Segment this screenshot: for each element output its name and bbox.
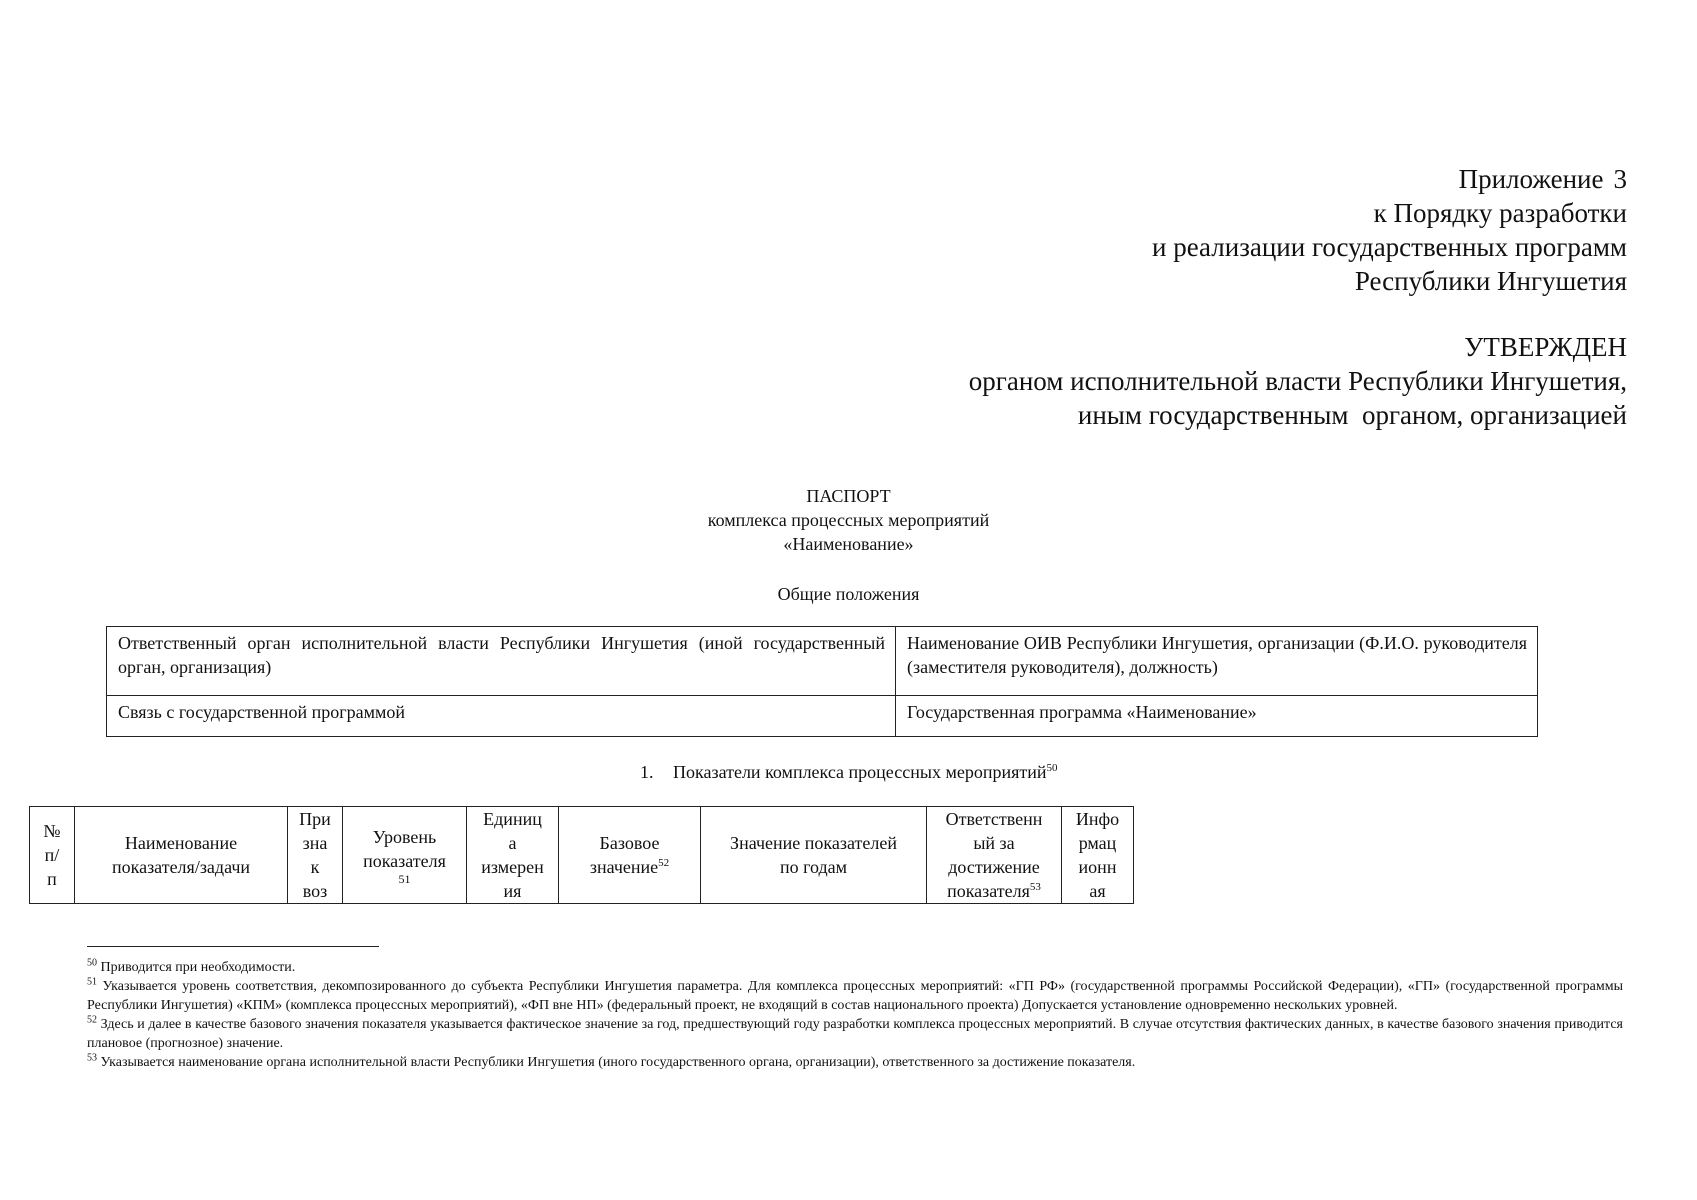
header-text bbox=[561, 831, 698, 879]
footnote-number: 53 bbox=[87, 1052, 97, 1064]
program-link-value: Государственная программа «Наименование» bbox=[896, 696, 1538, 737]
col-yearly-values-header bbox=[701, 807, 927, 904]
header-line: к bbox=[310, 857, 320, 877]
approval-block bbox=[969, 330, 1627, 432]
approval-title: УТВЕРЖДЕН bbox=[1464, 332, 1627, 362]
header-line: достижение bbox=[948, 857, 1040, 877]
header-text bbox=[1064, 807, 1131, 903]
footnote-item bbox=[87, 977, 1623, 1015]
header-line: Уровень bbox=[372, 827, 437, 847]
header-line: При bbox=[299, 809, 331, 829]
section-number: 1. bbox=[640, 762, 654, 782]
footnote-item bbox=[87, 1015, 1623, 1053]
header-line: ия bbox=[503, 881, 522, 901]
footnote-number: 51 bbox=[87, 976, 97, 988]
passport-heading bbox=[0, 484, 1697, 556]
footnote-text: Указывается наименование органа исполнительной власти Республики Ингушетия (иного государственного органа, организации), ответственного за достижение показателя. bbox=[97, 1055, 1136, 1070]
col-info-system-header bbox=[1062, 807, 1134, 904]
header-text bbox=[703, 831, 924, 879]
col-indicator-name-header bbox=[75, 807, 288, 904]
passport-title: ПАСПОРТ bbox=[806, 486, 891, 506]
col-number-header bbox=[30, 807, 75, 904]
header-line: показателя bbox=[947, 881, 1030, 901]
section-title: Показатели комплекса процессных мероприятий bbox=[673, 762, 1047, 782]
header-text bbox=[32, 819, 72, 891]
footnote-number: 50 bbox=[87, 957, 97, 969]
header-text bbox=[290, 807, 340, 903]
header-line: по годам bbox=[779, 857, 848, 877]
header-line: значение bbox=[589, 857, 659, 877]
responsible-body-value: Наименование ОИВ Республики Ингушетия, организации (Ф.И.О. руководителя (заместителя руководителя), должность) bbox=[896, 627, 1538, 696]
header-line: а bbox=[508, 833, 517, 853]
indicators-section-heading bbox=[640, 760, 1058, 784]
approval-line-2: иным государственным органом, организацией bbox=[1077, 400, 1627, 430]
responsible-body-label: Ответственный орган исполнительной власти Республики Ингушетия (иной государственный орган, организация) bbox=[107, 627, 896, 696]
header-line: зна bbox=[302, 833, 328, 853]
footnote-ref: 52 bbox=[658, 857, 670, 869]
footnote-separator bbox=[87, 946, 379, 947]
table-row bbox=[107, 696, 1538, 737]
header-line: Ответственн bbox=[945, 809, 1043, 829]
passport-name: «Наименование» bbox=[783, 534, 914, 554]
col-unit-header bbox=[467, 807, 559, 904]
indicators-header-row bbox=[30, 807, 1134, 904]
appendix-line-4: Республики Ингушетия bbox=[1354, 266, 1627, 296]
col-base-value-header bbox=[559, 807, 701, 904]
table-row bbox=[107, 627, 1538, 696]
footnote-text: Здесь и далее в качестве базового значения показателя указывается фактическое значение за год, предшествующий году разработки комплекса процессных мероприятий. В случае отсутствия фактических данных, в качестве базового значения приводится плановое (прогнозное) значение. bbox=[87, 1017, 1623, 1051]
header-line: воз bbox=[302, 881, 328, 901]
header-line: ионн bbox=[1078, 857, 1117, 877]
indicators-table bbox=[29, 806, 1134, 904]
general-provisions-table bbox=[106, 626, 1538, 737]
footnote-item bbox=[87, 958, 1623, 977]
appendix-block bbox=[1152, 162, 1627, 298]
passport-subtitle: комплекса процессных мероприятий bbox=[707, 510, 990, 530]
footnote-item bbox=[87, 1053, 1623, 1072]
appendix-line-2: к Порядку разработки bbox=[1373, 198, 1627, 228]
appendix-line-1: Приложение 3 bbox=[1458, 164, 1627, 194]
footnote-text: Указывается уровень соответствия, декомпозированного до субъекта Республики Ингушетия параметра. Для комплекса процессных мероприятий: «ГП РФ» (государственной программы Российской Федерации), «ГП» (государственной программы Республики Ингушетия) «КПМ» (комплекса процессных мероприятий), «ФП вне НП» (федеральный проект, не входящий в состав национального проекта) Допускается установление одновременно нескольких уровней. bbox=[87, 979, 1623, 1013]
footnote-ref: 50 bbox=[1046, 762, 1058, 774]
footnote-ref: 53 bbox=[1029, 881, 1041, 893]
header-line: показателя/задачи bbox=[111, 857, 251, 877]
header-text bbox=[929, 807, 1059, 903]
header-line: Единиц bbox=[483, 809, 542, 829]
general-provisions-heading: Общие положения bbox=[777, 584, 920, 604]
program-link-label: Связь с государственной программой bbox=[107, 696, 896, 737]
footnote-text: Приводится при необходимости. bbox=[97, 960, 296, 975]
approval-line-1: органом исполнительной власти Республики Ингушетия, bbox=[968, 366, 1627, 396]
col-responsible-header bbox=[927, 807, 1062, 904]
footnote-ref: 51 bbox=[398, 872, 411, 885]
footnote-number: 52 bbox=[87, 1014, 97, 1026]
col-attribute-header bbox=[288, 807, 343, 904]
header-line: ый за bbox=[973, 833, 1015, 853]
header-line: показателя bbox=[363, 851, 446, 871]
header-text bbox=[345, 825, 464, 885]
header-line: п/ bbox=[44, 845, 60, 865]
appendix-line-3: и реализации государственных программ bbox=[1152, 232, 1627, 262]
header-line: Базовое bbox=[599, 833, 660, 853]
header-line: п bbox=[47, 869, 57, 889]
header-line: рмац bbox=[1078, 833, 1117, 853]
header-line: Инфо bbox=[1075, 809, 1120, 829]
header-text bbox=[77, 831, 285, 879]
header-line: Значение показателей bbox=[730, 833, 897, 853]
header-text bbox=[469, 807, 556, 903]
footnotes-block bbox=[87, 958, 1623, 1072]
col-level-header bbox=[343, 807, 467, 904]
header-line: ая bbox=[1089, 881, 1106, 901]
header-line: измерен bbox=[481, 857, 544, 877]
header-line: Наименование bbox=[124, 833, 238, 853]
header-line: № bbox=[43, 821, 61, 841]
